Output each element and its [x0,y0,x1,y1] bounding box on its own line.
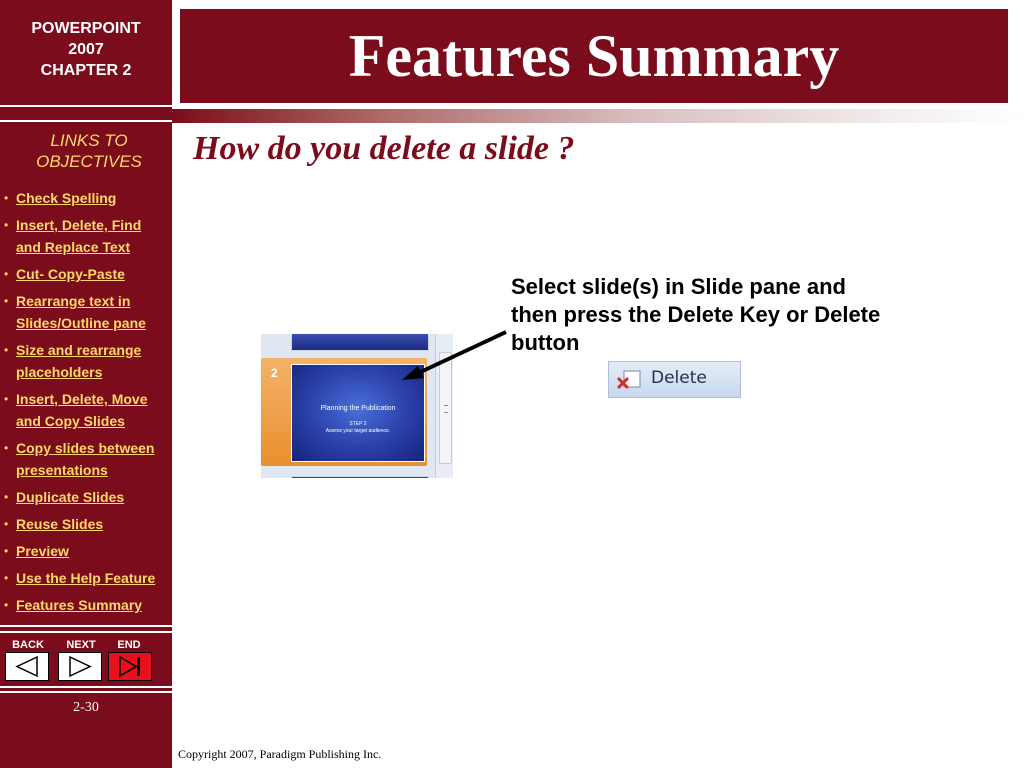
objective-item [4,513,170,535]
objective-item [4,486,170,508]
bullet-icon: • [4,598,9,612]
link-preview[interactable]: Preview [16,543,69,559]
bullet-icon: • [4,392,9,406]
link-copy-slides-between[interactable]: Copy slides between presentations [16,440,155,478]
delete-button-label: Delete [651,368,707,388]
link-cut-copy-paste[interactable]: Cut- Copy-Paste [16,266,125,282]
sidebar [0,0,172,768]
objective-item [4,567,170,589]
title-banner [180,9,1008,103]
slide-number: 2 [271,366,278,380]
link-help-feature[interactable]: Use the Help Feature [16,570,156,586]
link-duplicate-slides[interactable]: Duplicate Slides [16,489,125,505]
bullet-icon: • [4,490,9,504]
sidebar-divider-nav-bottom-2 [0,691,172,693]
slide-thumbnail-step: STEP 2 [349,421,367,427]
copyright-notice: Copyright 2007, Paradigm Publishing Inc. [178,747,382,761]
sidebar-divider-nav-bottom [0,686,172,688]
skip-to-end-icon [109,653,151,680]
sidebar-divider-nav-top [0,625,172,627]
objective-item [4,540,170,562]
back-label: BACK [12,639,44,651]
bullet-icon: • [4,267,9,281]
objective-item [4,263,170,285]
link-insert-delete-move-copy-slides[interactable]: Insert, Delete, Move and Copy Slides [16,391,148,429]
sidebar-divider-top-2 [0,120,172,122]
bullet-icon: • [4,294,9,308]
links-to-objectives-heading: LINKS TO OBJECTIVES [36,131,142,171]
nav-labels [0,639,172,653]
instruction-text: Select slide(s) in Slide pane and then press the Delete Key or Delete button [511,274,881,355]
sidebar-divider-top [0,105,172,107]
triangle-left-icon [6,653,48,680]
objective-item [4,388,170,432]
pointer-arrow-icon [398,328,510,384]
bullet-icon: • [4,571,9,585]
bullet-icon: • [4,517,9,531]
objective-item [4,594,170,616]
objective-item [4,339,170,383]
link-size-rearrange-placeholders[interactable]: Size and rearrange placeholders [16,342,142,380]
end-button[interactable] [108,652,152,681]
end-label: END [117,639,141,651]
sidebar-divider-nav-top-2 [0,631,172,633]
delete-button-screenshot [608,361,741,398]
objective-item [4,187,170,209]
gradient-divider [172,109,1024,123]
bullet-icon: • [4,218,9,232]
objectives-links-list [4,187,170,621]
question-heading: How do you delete a slide ? [193,130,575,167]
link-check-spelling[interactable]: Check Spelling [16,190,117,206]
link-features-summary[interactable]: Features Summary [16,597,143,613]
page-number: 2-30 [73,700,99,715]
next-label: NEXT [66,639,96,651]
page-title: Features Summary [348,23,840,89]
bullet-icon: • [4,191,9,205]
slide-thumbnail-subtitle: Assess your target audience. [325,428,391,434]
back-button[interactable] [5,652,49,681]
delete-slide-icon [616,368,642,392]
objective-item [4,290,170,334]
triangle-right-icon [59,653,101,680]
bullet-icon: • [4,343,9,357]
bullet-icon: • [4,441,9,455]
link-insert-delete-find-replace[interactable]: Insert, Delete, Find and Replace Text [16,217,142,255]
bullet-icon: • [4,544,9,558]
scrollbar-grip-icon [444,405,448,413]
link-rearrange-text[interactable]: Rearrange text in Slides/Outline pane [16,293,146,331]
slide-thumbnail-next [291,476,429,478]
objective-item [4,214,170,258]
course-title: POWERPOINT 2007 CHAPTER 2 [31,20,141,79]
link-reuse-slides[interactable]: Reuse Slides [16,516,104,532]
objective-item [4,437,170,481]
slide-thumbnail-title: Planning the Publication [320,405,396,412]
next-button[interactable] [58,652,102,681]
